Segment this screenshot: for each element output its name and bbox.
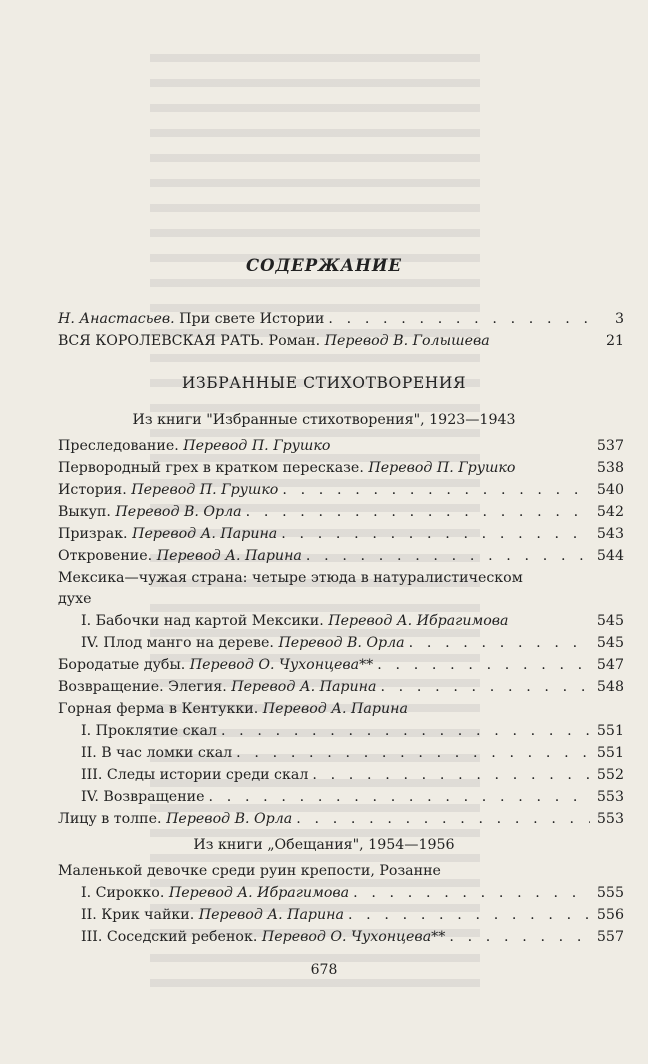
toc-entry-introduction <box>58 308 624 330</box>
toc-entry: Выкуп. Перевод В. Орла . . . 542 <box>58 501 624 523</box>
page-number: 678 <box>310 962 338 978</box>
book2-intro: Маленькой девочке среди руин крепости, Розанне <box>58 863 441 879</box>
mexico-title-line1: Мексика—чужая страна: четыре этюда в натуралистическом <box>58 570 523 586</box>
book2-header: Из книги „Обещания", 1954—1956 <box>193 837 455 853</box>
toc-entry: Первородный грех в кратком пересказе. Перевод П. Грушко 538 <box>58 460 624 476</box>
toc-entry: Бородатые дубы. Перевод О. Чухонцева** . . . 547 <box>58 654 624 676</box>
mexico-title-line2: духе <box>58 591 92 607</box>
toc-entry: История. Перевод П. Грушко . . . 540 <box>58 479 624 501</box>
farm-title: Горная ферма в Кентукки. Перевод А. Парина <box>58 701 408 717</box>
toc-subentry: II. Крик чайки. Перевод А. Парина . . . 556 <box>81 904 624 926</box>
toc-subentry: IV. Плод манго на дереве. Перевод В. Орла . . . 545 <box>81 632 624 654</box>
entry-page: 21 <box>605 333 624 349</box>
toc-entry-novel <box>58 330 624 352</box>
toc-subentry: I. Сирокко. Перевод А. Ибрагимова . . . 555 <box>81 882 624 904</box>
entry-author: Н. Анастасьев. <box>58 311 175 327</box>
toc-entry: Преследование. Перевод П. Грушко 537 <box>58 438 624 454</box>
toc-entry: Откровение. Перевод А. Парина . . . 544 <box>58 545 624 567</box>
contents-heading: СОДЕРЖАНИЕ <box>245 256 402 275</box>
entry-title: При свете Истории <box>179 311 325 327</box>
toc-entry: Возвращение. Элегия. Перевод А. Парина . . . 548 <box>58 676 624 698</box>
section-title: ИЗБРАННЫЕ СТИХОТВОРЕНИЯ <box>181 374 467 392</box>
entry-page: 3 <box>614 311 624 327</box>
toc-subentry: I. Проклятие скал . . . 551 <box>81 720 624 742</box>
leader-dots <box>328 308 590 330</box>
toc-subentry: I. Бабочки над картой Мексики. Перевод А. Ибрагимова 545 <box>81 613 624 629</box>
toc-entry: Призрак. Перевод А. Парина . . . 543 <box>58 523 624 545</box>
entry-translator: Перевод В. Голышева <box>324 333 490 349</box>
entry-title: ВСЯ КОРОЛЕВСКАЯ РАТЬ. Роман. <box>58 333 321 349</box>
toc-subentry: II. В час ломки скал . . . 551 <box>81 742 624 764</box>
toc-subentry: III. Соседский ребенок. Перевод О. Чухонцева** . . . 557 <box>81 926 624 948</box>
toc-subentry: IV. Возвращение . . . 553 <box>81 786 624 808</box>
toc-subentry: III. Следы истории среди скал . . . 552 <box>81 764 624 786</box>
book1-header: Из книги "Избранные стихотворения", 1923—1943 <box>132 412 516 428</box>
toc-entry: Лицу в толпе. Перевод В. Орла . . . 553 <box>58 808 624 830</box>
